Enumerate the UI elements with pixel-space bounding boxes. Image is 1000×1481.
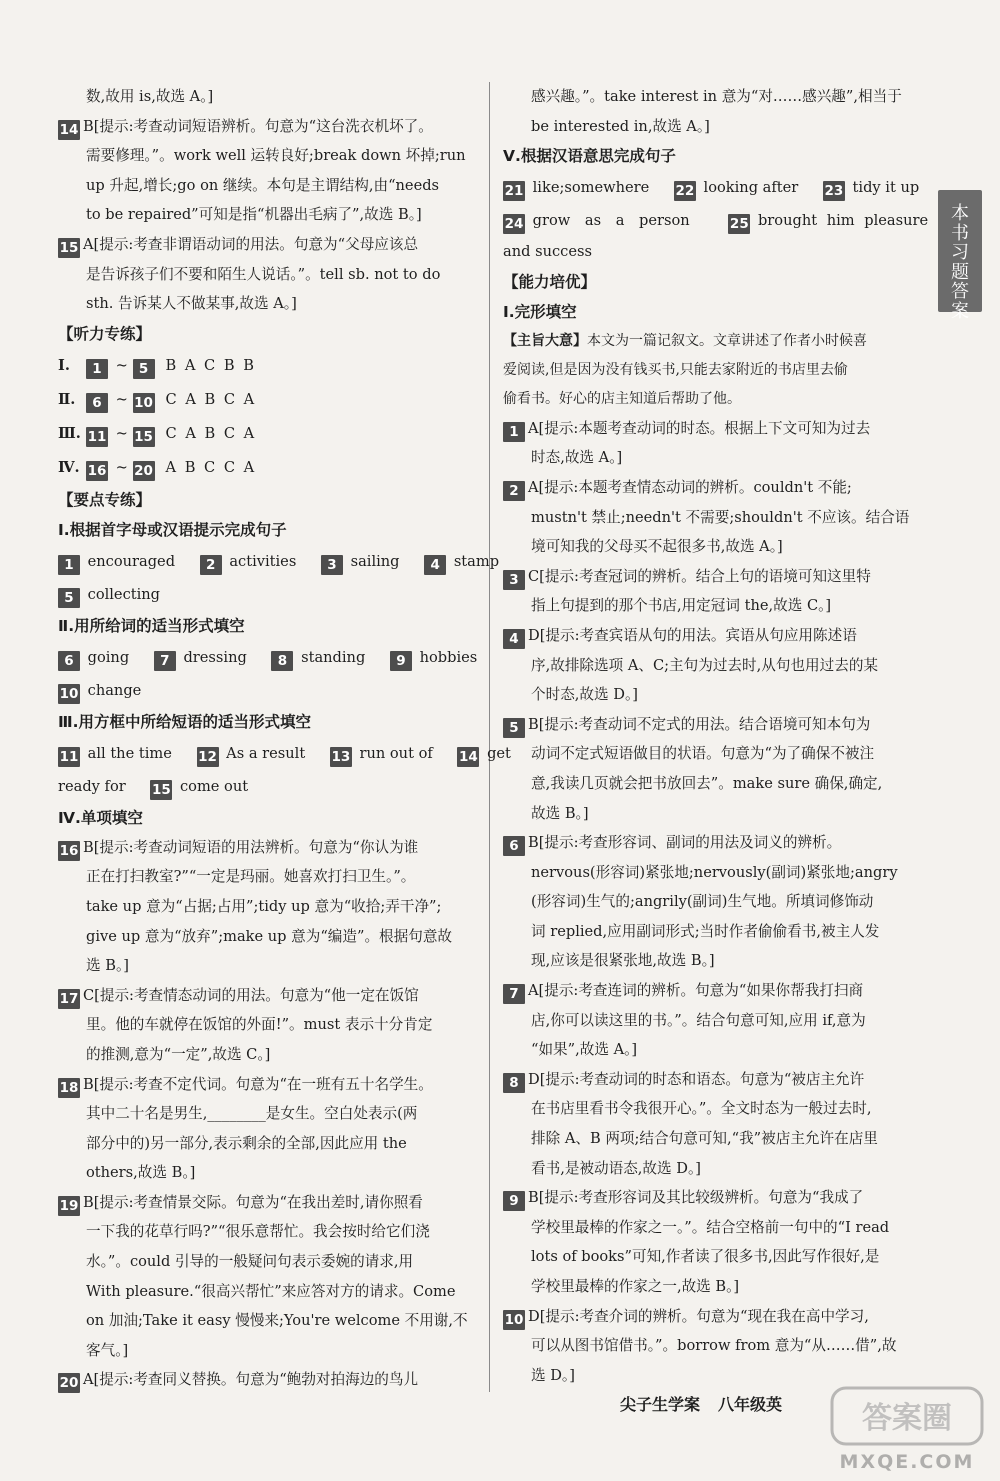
gist: 【主旨大意】本文为一篇记叙文。文章讲述了作者小时候喜 爱阅读,但是因为没有钱买书,只能去家附近的书店里去偷 偷看书。好心的店主知道后帮助了他。 [503,332,867,407]
listening-row: Ⅱ. 6 ~ 10 C A B C A [58,390,257,411]
question-number: 20 [59,1375,79,1392]
cloze-item: 2 A[提示:本题考查情态动词的辨析。couldn't 不能; mustn't 禁止;needn't 不需要;shouldn't 不应该。结合语 境可知我的父母买不起很多书,故选 A。] [503,473,923,562]
question-number: 14 [59,121,79,138]
right-column [503,82,929,1390]
page-footer [620,1392,782,1415]
question-number: 18 [59,1079,79,1096]
q14: 14 B[提示:考查动词短语辨析。句意为“这台洗衣机坏了。 需要修理。”。work well 运转良好;break down 坏掉;run up 升起,增长;go on 继续。本句是主谓结构,由“needs to be repaired”可知是指“机器出毛病了”,故选 B。] [59,117,466,224]
q13-tail: 数,故用 is,故选 A。] [86,88,214,105]
sec5-title: Ⅴ.根据汉语意思完成句子 [503,147,676,166]
cloze-item: 7 A[提示:考查连词的辨析。句意为“如果你帮我打扫商 店,你可以读这里的书。”。结合句意可知,应用 if,意为 “如果”,故选 A。] [503,976,923,1065]
cloze-item: 10 D[提示:考查介词的辨析。句意为“现在我在高中学习, 可以从图书馆借书。”。borrow from 意为“从……借”,故 选 D。] [504,1307,897,1384]
question-number: 2 [503,481,525,501]
cloze-item: 4 D[提示:考查宾语从句的用法。宾语从句应用陈述语 序,故排除选项 A、C;主句为过去时,从句也用过去的某 个时态,故选 D。] [503,621,923,710]
sec1-row: 5 collecting [58,578,478,611]
cloze-item: 6 B[提示:考查形容词、副词的用法及词义的辨析。 nervous(形容词)紧张地;nervously(副词)紧张地;angry (形容词)生气的;angrily(副词)生气地。所填词修饰动 词 replied,应用副词形式;当时作者偷偷看书,被主人发 现,应该是很紧张地,故选 B。] [503,828,923,976]
q18: 18 B[提示:考查不定代词。句意为“在一班有五十名学生。 其中二十名是男生,________是女生。空白处表示(两 部分中的)另一部分,表示剩余的全部,因此应用 the others,故选 B。] [59,1075,433,1182]
sec1-title: Ⅰ.根据首字母或汉语提示完成句子 [58,520,287,539]
q15: 15 A[提示:考查非谓语动词的用法。句意为“父母应该总 是告诉孩子们不要和陌生人说话。”。tell sb. not to do sth. 告诉某人不做某事,故选 A。] [59,235,441,313]
cloze-item: 5 B[提示:考查动词不定式的用法。结合语境可知本句为 动词不定式短语做目的状语。句意为“为了确保不被注 意,我读几页就会把书放回去”。make sure 确保,确定, 故选 B。] [503,710,923,828]
footer-book-title: 尖子生学案 [620,1395,701,1414]
listening-answers [58,349,478,485]
listening-row: Ⅳ. 16 ~ 20 A B C C A [58,458,257,479]
sec2-row: 10 change [59,681,142,702]
cloze-item: 3 C[提示:考查冠词的辨析。结合上句的语境可知这里特 指上句提到的那个书店,用定冠词 the,故选 C。] [503,562,923,621]
sec2-row: 6 going 7 dressing 8 standing 9 hobbies [58,641,478,674]
sec2-title: Ⅱ.用所给词的适当形式填空 [58,616,245,635]
side-tab: 本 书 习 题 答 案 [938,190,982,312]
cloze-item: 1 A[提示:本题考查动词的时态。根据上下文可知为过去 时态,故选 A。] [503,414,923,473]
sec3-row: ready for 15 come out [58,777,249,798]
q20: 20 A[提示:考查同义替换。句意为“鲍勃对拍海边的鸟儿 [59,1371,419,1392]
question-number: 15 [59,239,79,256]
ability-section-title: 【能力培优】 [503,272,597,291]
question-number: 10 [504,1311,524,1328]
cloze-title: Ⅰ.完形填空 [503,302,577,321]
sec3-title: Ⅲ.用方框中所给短语的适当形式填空 [58,712,312,731]
question-number: 17 [59,990,79,1007]
left-column [58,82,511,1395]
listening-row: Ⅰ. 1 ~ 5 B A C B B [58,356,256,377]
question-number: 5 [503,718,525,738]
q16: 16 B[提示:考查动词短语的用法辨析。句意为“你认为谁 正在打扫教室?”“一定是玛丽。她喜欢打扫卫生。”。 take up 意为“占据;占用”;tidy up 意为“收拾;弄干净”; give up 意为“放弃”;make up 意为“编造”。根据句意故 选 B。] [59,838,453,975]
q20-tail: be interested in,故选 A。] [531,117,710,135]
question-number: 6 [503,836,525,856]
watermark-logo-text: 答案圈 [862,1401,952,1436]
footer-grade: 八年级英 [718,1395,783,1414]
sec5-row: 21 like;somewhere 22 looking after 23 tidy it up [504,179,920,200]
question-number: 1 [503,422,525,442]
q20-tail: 感兴趣。”。take interest in 意为“对……感兴趣”,相当于 [531,88,902,105]
question-number: 19 [59,1197,79,1214]
cloze-item: 8 D[提示:考查动词的时态和语态。句意为“被店主允许 在书店里看书令我很开心。”。全文时态为一般过去时, 排除 A、B 两项;结合句意可知,“我”被店主允许在店里 看书,是被动语态,故选 D。] [503,1065,923,1183]
question-number: 16 [59,842,79,859]
q17: 17 C[提示:考查情态动词的用法。句意为“他一定在饭馆 里。他的车就停在饭馆的外面!”。must 表示十分肯定 的推测,意为“一定”,故选 C。] [59,986,433,1063]
watermark-logo [828,1382,988,1478]
listening-row: Ⅲ. 11 ~ 15 C A B C A [58,424,257,445]
listening-section-title: 【听力专练】 [58,324,152,343]
keypoints-section-title: 【要点专练】 [58,490,152,509]
sec3-row: 11 all the time 12 As a result 13 run out of 14 get [59,744,511,765]
question-number: 7 [503,984,525,1004]
cloze-item: 9 B[提示:考查形容词及其比较级辨析。句意为“我成了 学校里最棒的作家之一。”。结合空格前一句中的“I read lots of books”可知,作者读了很多书,因此写作很好,是 学校里最棒的作家之一,故选 B。] [503,1183,923,1301]
question-number: 3 [503,570,525,590]
question-number: 9 [503,1191,525,1211]
sec1-row: 1 encouraged 2 activities 3 sailing 4 stamp [58,545,478,578]
sec4-title: Ⅳ.单项填空 [58,808,143,827]
sec5-row: 24 grow as a person 25 brought him pleasure [504,212,929,233]
cloze-items [503,414,923,1391]
watermark-url: MXQE.COM [839,1451,975,1473]
question-number: 4 [503,629,525,649]
q19: 19 B[提示:考查情景交际。句意为“在我出差时,请你照看 一下我的花草行吗?”“很乐意帮忙。我会按时给它们浇 水。”。could 引导的一般疑问句表示委婉的请求,用 With pleasure.“很高兴帮忙”来应答对方的请求。Come on 加油;Take it easy 慢慢来;You're welcome 不用谢,不 客气。] [59,1193,468,1359]
question-number: 8 [503,1073,525,1093]
sec5-row3: and success [503,243,592,261]
